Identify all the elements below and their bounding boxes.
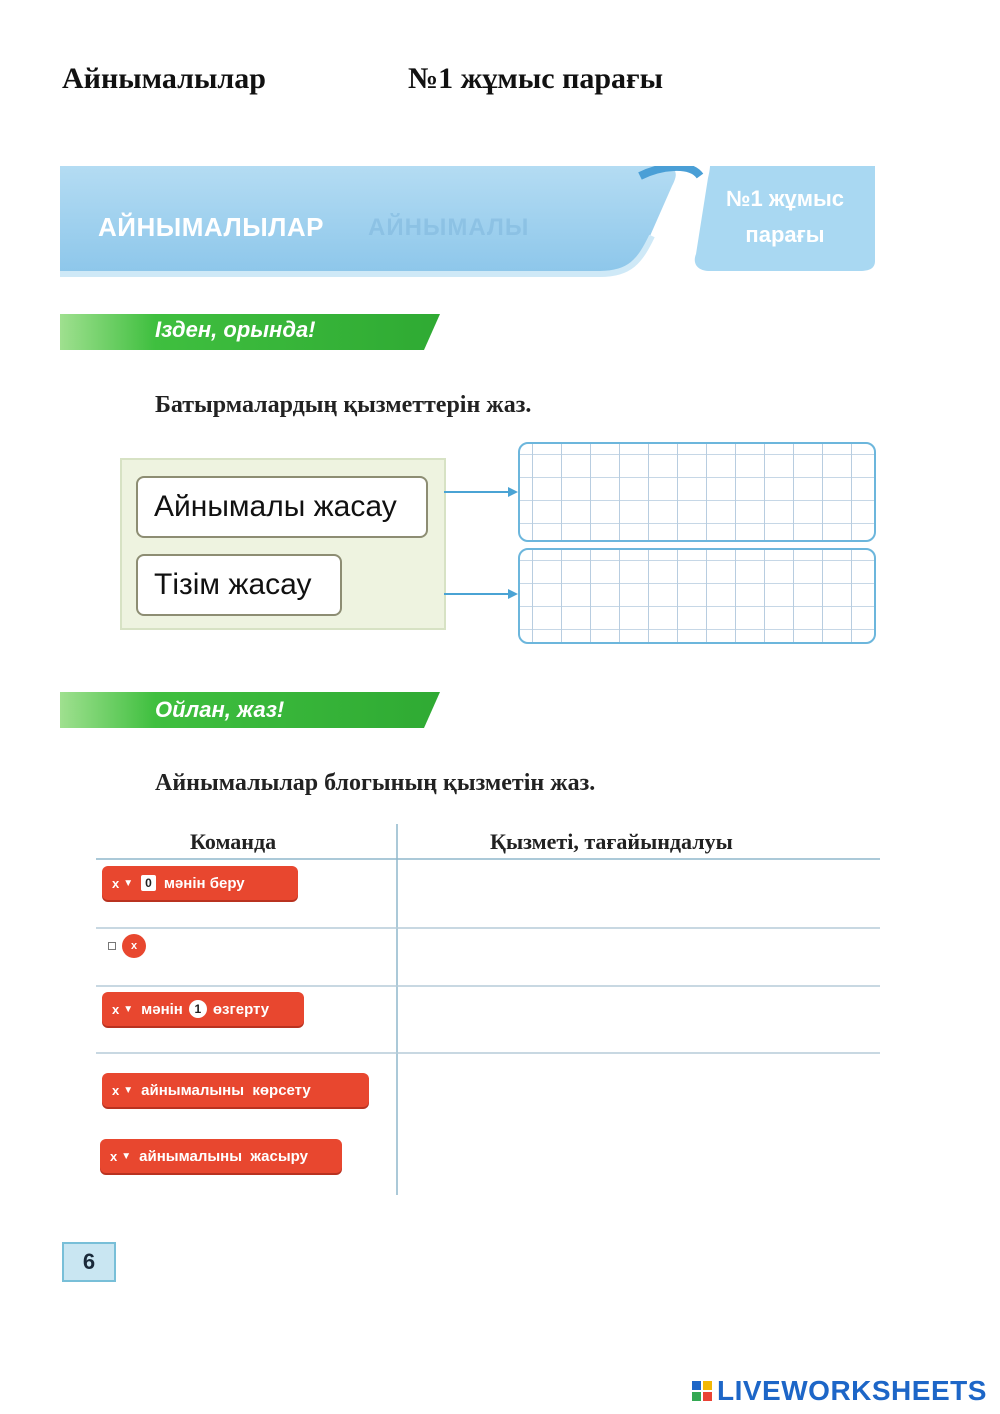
block-text: айнымалыны жасыру: [139, 1147, 308, 1165]
instruction-text: Батырмалардың қызметтерін жаз.: [155, 392, 532, 418]
value-slot: 1: [189, 1000, 207, 1018]
banner-tab-line2: парағы: [745, 222, 825, 247]
variable-name: x: [112, 1001, 120, 1017]
banner-tab-line1: №1 жұмыс: [725, 186, 844, 211]
variable-reporter: x: [122, 934, 146, 958]
answer-grid-make-variable[interactable]: [518, 442, 876, 542]
checkbox-icon: [108, 942, 116, 950]
connector-arrows: [444, 484, 518, 604]
answer-grid-make-list[interactable]: [518, 548, 876, 644]
block-text: мәнін беру: [163, 874, 245, 892]
dropdown-arrow-icon: ▼: [123, 1084, 134, 1096]
block-text: айнымалыны көрсету: [141, 1081, 311, 1099]
worksheet-title: Айнымалылар: [62, 62, 266, 95]
block-text: мәнін: [141, 1000, 183, 1018]
value-slot: 0: [141, 875, 156, 891]
section-title-think: Ойлан, жаз!: [155, 697, 285, 722]
instruction-text: Айнымалылар блогының қызметін жаз.: [155, 770, 596, 796]
variable-name: x: [112, 875, 120, 891]
variable-reporter-block: [108, 934, 148, 960]
dropdown-arrow-icon: ▼: [123, 877, 134, 889]
logo-text: LIVEWORKSHEETS: [717, 1375, 987, 1406]
worksheet-number: №1 жұмыс парағы: [408, 62, 664, 95]
variable-name: x: [112, 1082, 120, 1098]
banner-title: АЙНЫМАЛЫЛАР: [98, 212, 325, 242]
dropdown-arrow-icon: ▼: [123, 1003, 134, 1015]
hide-variable-block: [100, 1139, 342, 1173]
block-text: өзгерту: [212, 1000, 270, 1018]
liveworksheets-logo: [692, 1374, 987, 1408]
page-number: 6: [62, 1242, 116, 1282]
make-list-button[interactable]: Тізім жасау: [136, 554, 342, 616]
show-variable-block: [102, 1073, 369, 1107]
change-variable-block: [102, 992, 304, 1026]
table-header-command: Команда: [190, 829, 277, 854]
set-variable-block: [102, 866, 298, 900]
banner-faded-text: АЙНЫМАЛЫ: [368, 214, 530, 241]
table-header-function: Қызметі, тағайындалуы: [490, 829, 733, 854]
variable-name: x: [110, 1148, 118, 1164]
section-title-explore: Ізден, орында!: [155, 317, 316, 342]
make-variable-button[interactable]: Айнымалы жасау: [136, 476, 428, 538]
logo-squares-icon: [692, 1381, 712, 1401]
dropdown-arrow-icon: ▼: [121, 1150, 132, 1162]
